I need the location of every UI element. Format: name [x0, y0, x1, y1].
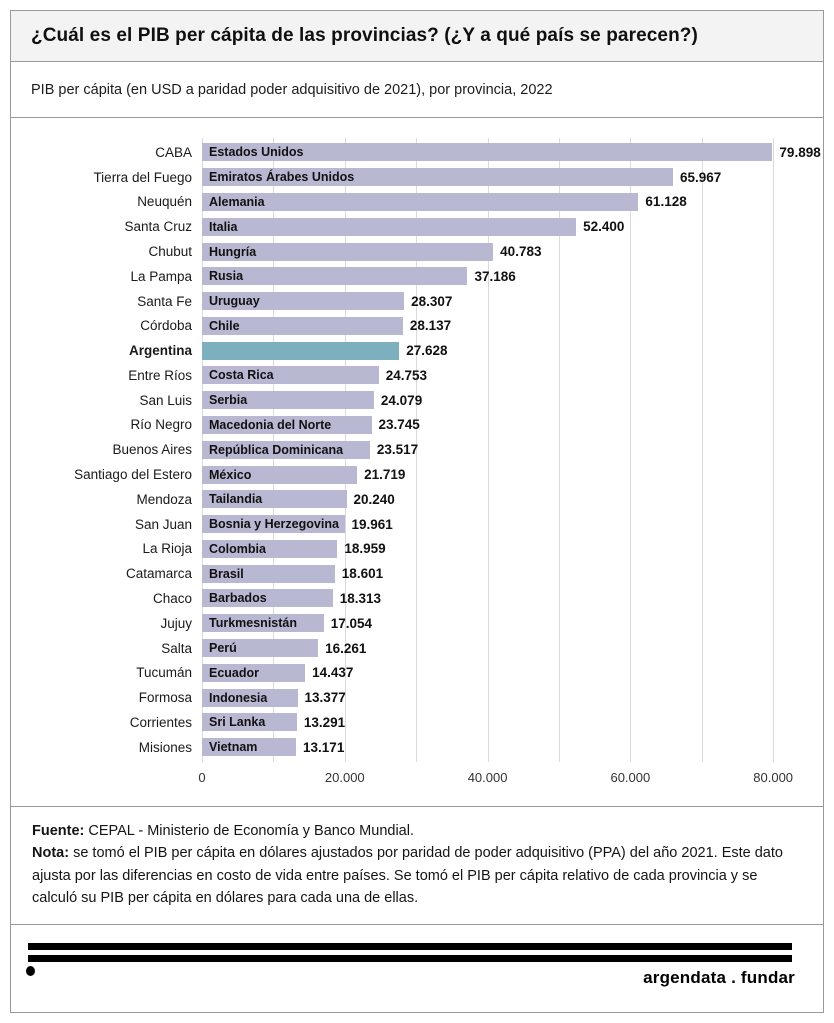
country-label: Barbados: [209, 591, 267, 606]
bar-track: [202, 391, 821, 409]
bar: [202, 466, 357, 484]
bar-track: [202, 267, 821, 285]
fuente-label: Fuente:: [32, 823, 85, 839]
bar-row: [11, 338, 823, 363]
value-label: 18.601: [341, 566, 384, 582]
bar: [202, 540, 337, 558]
x-axis-tick: 40.000: [467, 769, 508, 785]
logo-bar-icon: [28, 943, 792, 950]
country-label: Indonesia: [209, 690, 268, 705]
province-label: La Pampa: [130, 268, 192, 284]
value-label: 24.079: [380, 392, 423, 408]
bar-row: [11, 660, 823, 685]
bar: [202, 218, 576, 236]
bar-track: [202, 292, 821, 310]
country-label: Ecuador: [209, 665, 260, 680]
bar-rows: [11, 140, 823, 760]
province-label: Río Negro: [130, 417, 192, 433]
chart-subtitle: PIB per cápita (en USD a paridad poder adquisitivo de 2021), por provincia, 2022: [11, 62, 823, 118]
bar: [202, 614, 324, 632]
bar: [202, 193, 638, 211]
bar: [202, 342, 399, 360]
province-label: San Juan: [134, 516, 192, 532]
fuente-line: [32, 820, 801, 842]
bar-track: [202, 713, 821, 731]
country-label: Tailandia: [209, 492, 263, 507]
province-label: Entre Ríos: [128, 367, 192, 383]
logo-bar-icon: [28, 955, 792, 962]
header: [11, 11, 823, 62]
province-label: Santa Fe: [137, 293, 192, 309]
bar: [202, 143, 772, 161]
bar-row: [11, 140, 823, 165]
province-label: Santa Cruz: [124, 219, 192, 235]
bar: [202, 168, 673, 186]
country-label: Bosnia y Herzegovina: [209, 517, 339, 532]
province-label: Salta: [161, 640, 192, 656]
province-label: Santiago del Estero: [74, 467, 192, 483]
bar: [202, 391, 374, 409]
bar-track: [202, 540, 821, 558]
value-label: 23.517: [376, 442, 419, 458]
bar-row: [11, 561, 823, 586]
bar-track: [202, 416, 821, 434]
bar-row: [11, 214, 823, 239]
bar-track: [202, 317, 821, 335]
value-label: 18.959: [344, 541, 386, 557]
bar: [202, 243, 493, 261]
bar: [202, 713, 297, 731]
value-label: 13.171: [303, 739, 345, 755]
province-label: San Luis: [139, 392, 192, 408]
bar: [202, 317, 403, 335]
bar: [202, 664, 305, 682]
value-label: 52.400: [583, 219, 625, 235]
bar-row: [11, 363, 823, 388]
source-notes: [11, 807, 823, 925]
bar-track: [202, 589, 821, 607]
bar-row: [11, 413, 823, 438]
value-label: 24.753: [385, 367, 428, 383]
province-label: Tucumán: [136, 665, 192, 681]
province-label: Corrientes: [129, 714, 192, 730]
bar: [202, 267, 467, 285]
bar-track: [202, 565, 821, 583]
province-label: Neuquén: [137, 194, 192, 210]
value-label: 21.719: [364, 467, 406, 483]
x-axis-tick: 0: [198, 769, 206, 785]
nota-line: [32, 842, 801, 909]
country-label: Sri Lanka: [209, 715, 266, 730]
bar-track: [202, 243, 821, 261]
bar-track: [202, 342, 821, 360]
country-label: Italia: [209, 219, 238, 234]
bar: [202, 639, 318, 657]
bar-track: [202, 441, 821, 459]
value-label: 13.377: [304, 690, 346, 706]
country-label: México: [209, 467, 252, 482]
bar-row: [11, 388, 823, 413]
bar-row: [11, 239, 823, 264]
bar: [202, 292, 404, 310]
country-label: Macedonia del Norte: [209, 417, 332, 432]
country-label: Turkmesnistán: [209, 616, 297, 631]
bar-row: [11, 487, 823, 512]
value-label: 16.261: [325, 640, 367, 656]
bar-row: [11, 313, 823, 338]
value-label: 28.307: [411, 293, 453, 309]
card-frame: [10, 10, 824, 1013]
value-label: 20.240: [353, 491, 395, 507]
nota-text: se tomó el PIB per cápita en dólares ajustados por paridad de poder adquisitivo (PPA) del año 2021. Este dato ajusta por las diferencias en costo de vida entre países. Se tomó el PIB per cápita relativo de cada provincia y se calculó su PIB per cápita en dólares para cada una de ellas.: [32, 845, 783, 907]
bar-track: [202, 490, 821, 508]
bar-track: [202, 664, 821, 682]
bar-track: [202, 193, 821, 211]
logo-dot-icon: [26, 966, 35, 976]
country-label: Vietnam: [209, 740, 258, 755]
bar: [202, 589, 333, 607]
value-label: 19.961: [351, 516, 393, 532]
value-label: 61.128: [645, 194, 687, 210]
page-title: ¿Cuál es el PIB per cápita de las provincias? (¿Y a qué país se parecen?): [31, 25, 698, 46]
bar-track: [202, 366, 821, 384]
bar-track: [202, 143, 821, 161]
country-label: Brasil: [209, 566, 244, 581]
bar-row: [11, 735, 823, 760]
bar-row: [11, 512, 823, 537]
value-label: 65.967: [679, 169, 722, 185]
bar-row: [11, 636, 823, 661]
bar: [202, 738, 296, 756]
province-label: Chubut: [148, 244, 192, 260]
value-label: 18.313: [339, 590, 382, 606]
fuente-text: CEPAL - Ministerio de Economía y Banco Mundial.: [84, 823, 414, 839]
bar: [202, 565, 335, 583]
province-label: Chaco: [152, 590, 192, 606]
bar: [202, 490, 347, 508]
bar: [202, 689, 298, 707]
bar-row: [11, 685, 823, 710]
nota-label: Nota:: [32, 845, 70, 862]
province-label: Tierra del Fuego: [93, 169, 192, 185]
province-label: Misiones: [138, 739, 192, 755]
country-label: Alemania: [209, 194, 265, 209]
country-label: Costa Rica: [209, 368, 274, 383]
province-label: Argentina: [128, 343, 192, 359]
province-label: Mendoza: [136, 491, 192, 507]
bar: [202, 441, 370, 459]
bar-row: [11, 462, 823, 487]
value-label: 40.783: [500, 244, 542, 260]
footer-logo: [11, 925, 823, 1012]
bar-row: [11, 537, 823, 562]
bar-chart: [11, 118, 823, 807]
country-label: Hungría: [209, 244, 257, 259]
bar: [202, 416, 372, 434]
value-label: 27.628: [406, 343, 448, 359]
country-label: Colombia: [209, 541, 266, 556]
bar-track: [202, 168, 821, 186]
bar-track: [202, 639, 821, 657]
country-label: República Dominicana: [209, 442, 344, 457]
bar-row: [11, 710, 823, 735]
value-label: 23.745: [378, 417, 420, 433]
bar-row: [11, 437, 823, 462]
bar-row: [11, 289, 823, 314]
value-label: 28.137: [409, 318, 452, 334]
value-label: 14.437: [312, 665, 354, 681]
bar: [202, 366, 379, 384]
province-label: CABA: [155, 144, 192, 160]
country-label: Emiratos Árabes Unidos: [209, 170, 355, 185]
bar-track: [202, 515, 821, 533]
country-label: Perú: [209, 641, 237, 656]
province-label: Córdoba: [140, 318, 192, 334]
country-label: Chile: [209, 318, 240, 333]
country-label: Rusia: [209, 269, 244, 284]
bar: [202, 515, 345, 533]
bar-row: [11, 611, 823, 636]
value-label: 17.054: [330, 615, 373, 631]
value-label: 37.186: [474, 268, 516, 284]
x-axis-tick: 60.000: [610, 769, 651, 785]
value-label: 79.898: [779, 144, 821, 160]
bar-track: [202, 466, 821, 484]
province-label: Catamarca: [125, 566, 192, 582]
province-label: Buenos Aires: [112, 442, 192, 458]
country-label: Estados Unidos: [209, 145, 304, 160]
bar-row: [11, 586, 823, 611]
bar-row: [11, 165, 823, 190]
bar-track: [202, 738, 821, 756]
value-label: 13.291: [303, 714, 346, 730]
country-label: Serbia: [209, 393, 248, 408]
bar-track: [202, 614, 821, 632]
bar-row: [11, 264, 823, 289]
province-label: Jujuy: [160, 615, 192, 631]
x-axis-tick: 20.000: [324, 769, 365, 785]
bar-track: [202, 689, 821, 707]
logo-wordmark: argendata . fundar: [643, 968, 795, 987]
x-axis: [198, 769, 821, 788]
bar-track: [202, 218, 821, 236]
bar-row: [11, 190, 823, 215]
province-label: La Rioja: [142, 541, 192, 557]
country-label: Uruguay: [209, 294, 260, 309]
province-label: Formosa: [138, 690, 192, 706]
x-axis-tick: 80.000: [753, 769, 794, 785]
